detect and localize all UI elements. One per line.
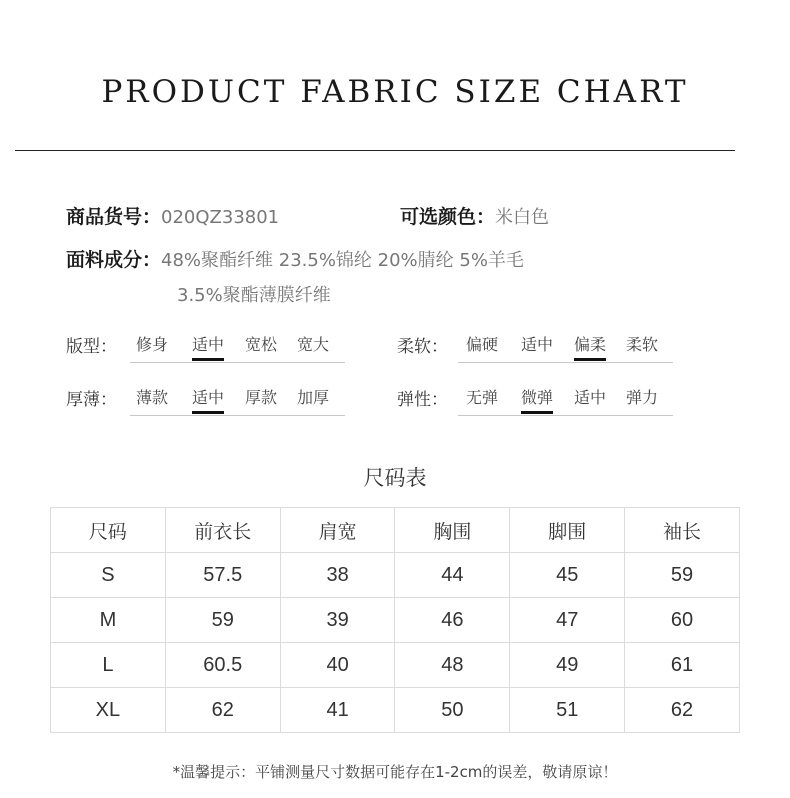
table-header-cell: 前衣长 [165,508,280,553]
attr-elasticity-option-selected: 微弹 [521,385,553,408]
attr-label-elasticity: 弹性： [397,390,448,410]
attr-options-elasticity [458,385,673,416]
attr-softness-option-selected: 偏柔 [574,332,606,355]
table-cell: 60.5 [165,643,280,688]
table-header-row [51,508,740,553]
table-header-cell: 袖长 [625,508,740,553]
table-cell: L [51,643,166,688]
table-row [51,553,740,598]
table-cell: 47 [510,598,625,643]
table-header-cell: 胸围 [395,508,510,553]
table-cell: 40 [280,643,395,688]
table-header-cell: 脚围 [510,508,625,553]
attr-thickness-option-selected: 适中 [192,385,224,408]
table-cell: 45 [510,553,625,598]
table-row [51,598,740,643]
attr-options-fit [130,332,345,363]
table-cell: 62 [625,688,740,733]
table-cell: 38 [280,553,395,598]
attr-elasticity-option: 无弹 [466,388,499,407]
title-divider [15,150,735,151]
table-header-cell: 尺码 [51,508,166,553]
fabric-row-2 [177,281,331,307]
attr-options-softness [458,332,673,363]
attr-elasticity-option: 适中 [574,388,607,407]
sku-label: 商品货号： [66,206,162,228]
table-cell: 57.5 [165,553,280,598]
table-cell: 50 [395,688,510,733]
table-cell: 59 [625,553,740,598]
sku-value: 020QZ33801 [161,207,280,228]
attr-label-fit: 版型： [66,337,117,357]
table-cell: 41 [280,688,395,733]
table-cell: 46 [395,598,510,643]
attr-options-thickness [130,385,345,416]
attr-fit-option: 修身 [136,335,169,354]
table-cell: 60 [625,598,740,643]
attr-fit-option: 宽松 [245,335,278,354]
fabric-row [66,245,524,272]
table-cell: S [51,553,166,598]
table-cell: 61 [625,643,740,688]
attr-softness-option: 适中 [521,335,554,354]
size-chart-title: 尺码表 [363,466,427,490]
attr-fit-option: 宽大 [297,335,330,354]
table-row [51,688,740,733]
attr-softness-option: 偏硬 [466,335,499,354]
fabric-value-line1: 48%聚酯纤维 23.5%锦纶 20%腈纶 5%羊毛 [161,250,524,271]
table-cell: 48 [395,643,510,688]
table-cell: 44 [395,553,510,598]
table-cell: M [51,598,166,643]
table-cell: 62 [165,688,280,733]
table-cell: 59 [165,598,280,643]
size-table [50,507,740,733]
attr-elasticity-option: 弹力 [626,388,659,407]
table-cell: 39 [280,598,395,643]
table-header-cell: 肩宽 [280,508,395,553]
table-cell: XL [51,688,166,733]
attr-thickness-option: 薄款 [136,388,169,407]
color-value: 米白色 [495,207,550,228]
attr-softness-option: 柔软 [626,335,659,354]
table-cell: 49 [510,643,625,688]
color-row [400,202,549,229]
measurement-note: *温馨提示：平铺测量尺寸数据可能存在1-2cm的误差，敬请原谅！ [172,763,618,781]
attr-label-thickness: 厚薄： [66,390,117,410]
table-cell: 51 [510,688,625,733]
attr-thickness-option: 加厚 [297,388,330,407]
fabric-value-line2: 3.5%聚酯薄膜纤维 [177,285,331,306]
attr-fit-option-selected: 适中 [192,332,224,355]
attr-label-softness: 柔软： [397,337,448,357]
fabric-label: 面料成分： [66,249,162,271]
page-title: PRODUCT FABRIC SIZE CHART [101,74,689,110]
attr-thickness-option: 厚款 [245,388,278,407]
sku-row [66,202,279,229]
table-row [51,643,740,688]
color-label: 可选颜色： [400,206,496,228]
